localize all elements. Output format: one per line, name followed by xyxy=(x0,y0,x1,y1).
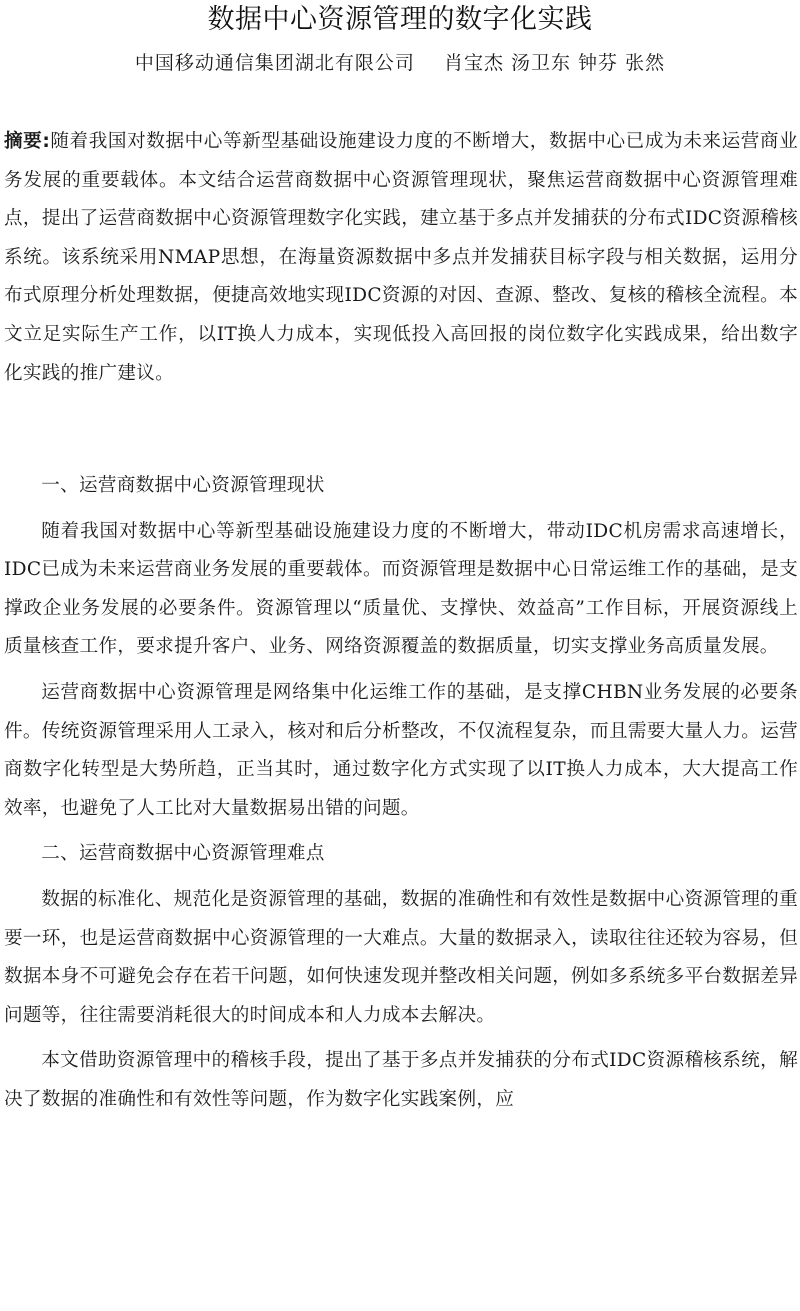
abstract-block xyxy=(4,123,798,393)
paper-title: 数据中心资源管理的数字化实践 xyxy=(207,4,593,35)
section-1-paragraph-1: 随着我国对数据中心等新型基础设施建设力度的不断增大，带动IDC机房需求高速增长，IDC已成为未来运营商业务发展的重要载体。而资源管理是数据中心日常运维工作的基础，是支撑政企业务发展的必要条件。资源管理以“质量优、支撑快、效益高”工作目标，开展资源线上质量核查工作，要求提升客户、业务、网络资源覆盖的数据质量，切实支撑业务高质量发展。 xyxy=(4,520,798,658)
author-organization: 中国移动通信集团湖北有限公司 xyxy=(134,52,415,74)
section-heading-2: 二、运营商数据中心资源管理难点 xyxy=(41,843,325,865)
section-2-paragraph-2: 本文借助资源管理中的稽核手段，提出了基于多点并发捕获的分布式IDC资源稽核系统，解决了数据的准确性和有效性等问题，作为数字化实践案例，应 xyxy=(4,1050,798,1110)
body-text xyxy=(4,467,798,1120)
author-names: 肖宝杰 汤卫东 钟芬 张然 xyxy=(443,52,666,74)
author-line xyxy=(0,49,800,77)
section-heading-1: 一、运营商数据中心资源管理现状 xyxy=(41,475,325,496)
section-1-paragraph-2: 运营商数据中心资源管理是网络集中化运维工作的基础，是支撑CHBN业务发展的必要条件。传统资源管理采用人工录入，核对和后分析整改，不仅流程复杂，而且需要大量人力。运营商数字化转型是大势所趋，正当其时，通过数字化方式实现了以IT换人力成本，大大提高工作效率，也避免了人工比对大量数据易出错的问题。 xyxy=(4,681,798,819)
abstract-label: 摘要: xyxy=(4,131,51,152)
abstract-text: 随着我国对数据中心等新型基础设施建设力度的不断增大，数据中心已成为未来运营商业务发展的重要载体。本文结合运营商数据中心资源管理现状，聚焦运营商数据中心资源管理难点，提出了运营商数据中心资源管理数字化实践，建立基于多点并发捕获的分布式IDC资源稽核系统。该系统采用NMAP思想，在海量资源数据中多点并发捕获目标字段与相关数据，运用分布式原理分析处理数据，便捷高效地实现IDC资源的对因、查源、整改、复核的稽核全流程。本文立足实际生产工作，以IT换人力成本，实现低投入高回报的岗位数字化实践成果，给出数字化实践的推广建议。 xyxy=(4,131,798,384)
section-2-paragraph-1: 数据的标准化、规范化是资源管理的基础，数据的准确性和有效性是数据中心资源管理的重要一环，也是运营商数据中心资源管理的一大难点。大量的数据录入，读取往往还较为容易，但数据本身不可避免会存在若干问题，如何快速发现并整改相关问题，例如多系统多平台数据差异问题等，往往需要消耗很大的时间成本和人力成本去解决。 xyxy=(4,888,798,1026)
